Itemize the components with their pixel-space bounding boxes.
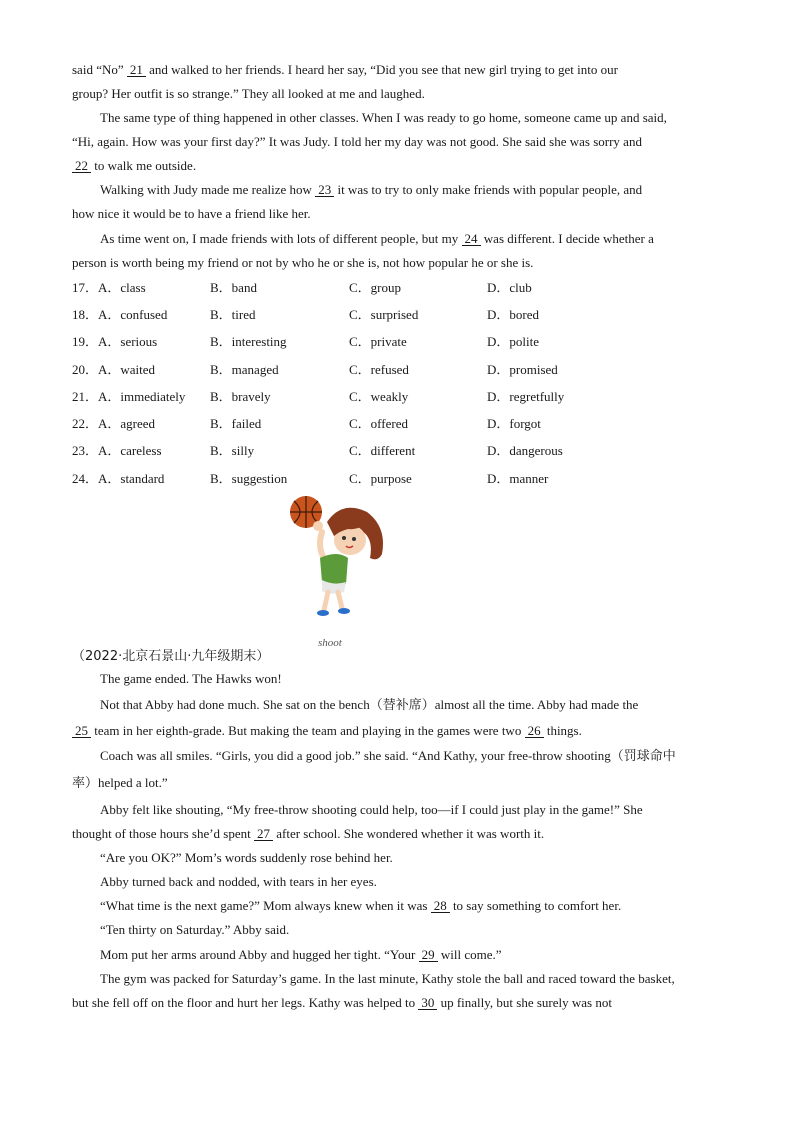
blank-25: 25: [72, 724, 91, 738]
passage2-line: 率）helped a lot.”: [72, 775, 168, 790]
passage1-line: person is worth being my friend or not by who he or she is, not how popular he or she is.: [72, 255, 534, 270]
option-row: 17．A．class B．band C．group D．club: [72, 280, 532, 295]
blank-29: 29: [419, 948, 438, 962]
passage2-line: Abby felt like shouting, “My free-throw shooting could help, too—if I could just play in the game!” She: [100, 802, 643, 817]
blank-24: 24: [462, 232, 481, 246]
option-row: 20．A．waited B．managed C．refused D．promised: [72, 362, 558, 377]
passage2-line: thought of those hours she’d spent 27 after school. She wondered whether it was worth it.: [72, 826, 545, 841]
passage2-line: “What time is the next game?” Mom always knew when it was 28 to say something to comfort her.: [100, 898, 622, 913]
passage1-line: said “No” 21 and walked to her friends. I heard her say, “Did you see that new girl trying to get into our: [72, 62, 618, 77]
passage2-line: The game ended. The Hawks won!: [100, 671, 282, 686]
passage2-line: Mom put her arms around Abby and hugged her tight. “Your 29 will come.”: [100, 947, 502, 962]
passage2-line: “Are you OK?” Mom’s words suddenly rose behind her.: [100, 850, 393, 865]
blank-28: 28: [431, 899, 450, 913]
option-row: 22．A．agreed B．failed C．offered D．forgot: [72, 416, 541, 431]
blank-30: 30: [418, 996, 437, 1010]
passage2-line: Not that Abby had done much. She sat on the bench（替补席）almost all the time. Abby had made the: [100, 697, 639, 712]
passage1-line: 22 to walk me outside.: [72, 158, 196, 174]
option-row: 24．A．standard B．suggestion C．purpose D．manner: [72, 471, 549, 486]
passage2-line: Abby turned back and nodded, with tears in her eyes.: [100, 874, 377, 889]
passage1-line: group? Her outfit is so strange.” They all looked at me and laughed.: [72, 86, 425, 101]
option-row: 19．A．serious B．interesting C．private D．polite: [72, 334, 539, 349]
option-row: 23．A．careless B．silly C．different D．dangerous: [72, 443, 563, 458]
blank-27: 27: [254, 827, 273, 841]
option-row: 18．A．confused B．tired C．surprised D．bored: [72, 307, 539, 322]
passage2-line: The gym was packed for Saturday’s game. In the last minute, Kathy stole the ball and raced toward the basket,: [100, 971, 675, 986]
exam-source: （2022·北京石景山·九年级期末）: [72, 649, 270, 664]
passage2-line: Coach was all smiles. “Girls, you did a good job.” she said. “And Kathy, your free-throw shooting（罚球命中: [100, 748, 676, 763]
passage2-line: “Ten thirty on Saturday.” Abby said.: [100, 922, 290, 937]
passage1-line: As time went on, I made friends with lots of different people, but my 24 was different. I decide whether a: [100, 231, 654, 246]
blank-21: 21: [127, 63, 146, 77]
blank-22: 22: [72, 159, 91, 173]
passage1-line: Walking with Judy made me realize how 23 it was to try to only make friends with popular people, and: [100, 182, 643, 197]
blank-23: 23: [315, 183, 334, 197]
girl-shooting-basketball-illustration: [282, 492, 392, 622]
passage2-line: but she fell off on the floor and hurt her legs. Kathy was helped to 30 up finally, but she surely was not: [72, 995, 612, 1010]
passage1-line: how nice it would be to have a friend like her.: [72, 206, 311, 221]
option-row: 21．A．immediately B．bravely C．weakly D．regretfully: [72, 389, 565, 404]
passage2-line: 25 team in her eighth-grade. But making the team and playing in the games were two 26 things.: [72, 723, 582, 739]
blank-26: 26: [525, 724, 544, 738]
passage1-line: “Hi, again. How was your first day?” It was Judy. I told her my day was not good. She said she was sorry and: [72, 134, 642, 149]
figure-caption: shoot: [318, 637, 342, 649]
passage1-line: The same type of thing happened in other classes. When I was ready to go home, someone came up and said,: [100, 110, 667, 125]
